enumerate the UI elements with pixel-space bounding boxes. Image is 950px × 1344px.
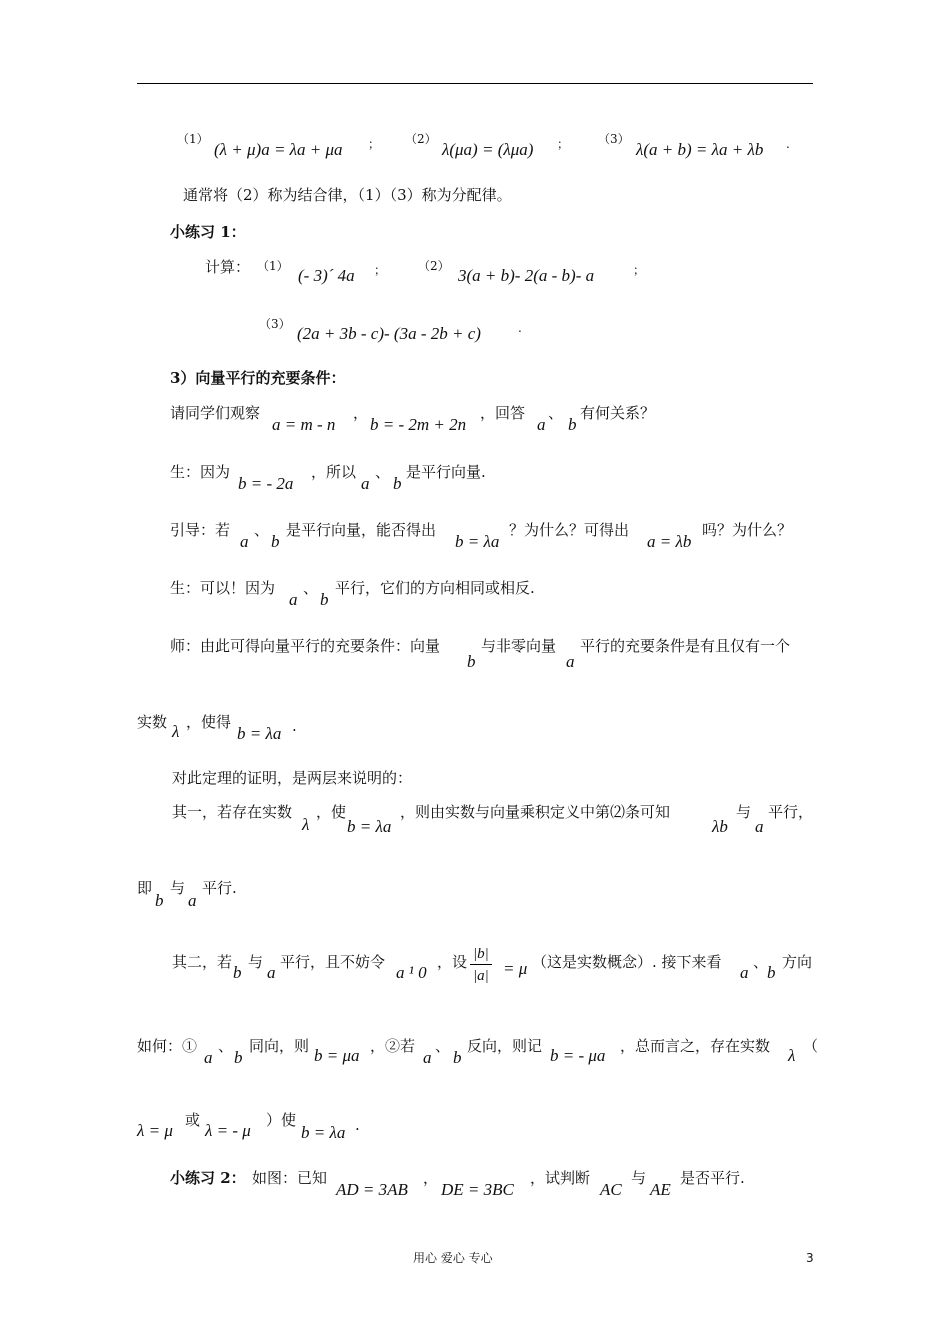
proof-1b-var-b: b (155, 891, 164, 910)
exercise-2-vector-ac: AC (600, 1180, 622, 1199)
proof-4-formula-2: λ = - μ (205, 1121, 251, 1140)
student-answer-1-text-3: 是平行向量. (406, 463, 486, 481)
proof-4-formula-1: λ = μ (137, 1121, 173, 1140)
exercise-2-formula-1: AD = 3AB (336, 1180, 408, 1199)
exercise-1-item-3: (2a + 3b - c)- (3a - 2b + c) (297, 324, 481, 343)
proof-1-text-3: ，则由实数与向量乘积定义中第⑵条可知 (400, 803, 671, 821)
proof-2-text-3: 平行，且不妨令 (280, 953, 386, 971)
proof-3-formula-1: b = μa (314, 1046, 360, 1065)
exercise-1-item-2: 3(a + b)- 2(a - b)- a (458, 266, 595, 285)
proof-4-or: 或 (185, 1111, 201, 1129)
proof-3-var-b: b (234, 1048, 243, 1067)
exercise-2-comma: ， (423, 1169, 439, 1187)
proof-2-text-4: ，设 (437, 953, 468, 971)
proof-2-fraction-numerator: |b| (470, 944, 492, 965)
law-1-formula: (λ + μ)a = λa + μa (214, 140, 343, 159)
theorem-text-2: ，使得 (186, 713, 232, 731)
question-vector-a-def: a = m - n (272, 415, 336, 434)
proof-3-var-b2: b (453, 1048, 462, 1067)
proof-1-lambda-b: λb (712, 817, 728, 836)
guide-text-3: ？为什么？可得出 (509, 521, 630, 539)
exercise-1-label: 计算： (205, 258, 251, 276)
guide-formula-1: b = λa (455, 532, 500, 551)
law-2-separator: ； (557, 137, 570, 151)
question-text-3: 有何关系？ (580, 404, 656, 422)
exercise-1-title: 小练习 1： (170, 223, 246, 241)
student-answer-1: 生：因为 (170, 463, 231, 481)
guide-formula-2: a = λb (647, 532, 692, 551)
section-3-heading: 3）向量平行的充要条件： (170, 369, 346, 387)
teacher-text-3: 平行的充要条件是有且仅有一个 (580, 637, 791, 655)
guide-text-2: 是平行向量，能否得出 (286, 521, 437, 539)
exercise-1-sep-1: ； (374, 263, 387, 277)
exercise-1-item-1-number: （1） (257, 259, 289, 273)
proof-1-text-4: 与 (736, 803, 752, 821)
proof-1b-text-2: 与 (170, 879, 186, 897)
question-var-a: a (537, 415, 546, 434)
proof-1b-text-3: 平行. (202, 879, 237, 897)
proof-3-text-5: ，总而言之，存在实数 (620, 1037, 771, 1055)
proof-2-var-b2: b (767, 963, 776, 982)
student-answer-2-var-a: a (289, 590, 298, 609)
theorem-line-2: 实数 (137, 713, 168, 731)
theorem-dot: . (292, 717, 297, 735)
proof-2-fraction (470, 944, 492, 987)
exercise-2-text-3: 与 (631, 1169, 647, 1187)
proof-3-var-a2: a (423, 1048, 432, 1067)
proof-2-text-2: 与 (248, 953, 264, 971)
law-2-number: （2） (405, 132, 437, 146)
law-3-number: （3） (598, 132, 630, 146)
teacher-statement: 师：由此可得向量平行的充要条件：向量 (170, 637, 441, 655)
law-2-formula: λ(μa) = (λμa) (442, 140, 534, 159)
exercise-2-text-4: 是否平行. (680, 1169, 745, 1187)
question-dun: 、 (548, 404, 564, 422)
student-answer-1-formula: b = - 2a (238, 474, 294, 493)
law-3-separator: . (786, 137, 790, 151)
proof-part-2: 其二，若 (172, 953, 233, 971)
teacher-var-b: b (467, 652, 476, 671)
proof-1-formula: b = λa (347, 817, 392, 836)
proof-1-var-a: a (755, 817, 764, 836)
student-answer-2-dun: 、 (303, 579, 319, 597)
guide-text-4: 吗？为什么？ (702, 521, 793, 539)
proof-1-lambda: λ (302, 815, 310, 834)
proof-4-text: ）使 (266, 1111, 297, 1129)
proof-2-var-b: b (233, 963, 242, 982)
student-answer-2-text-2: 平行，它们的方向相同或相反. (335, 579, 535, 597)
student-answer-2: 生：可以！因为 (170, 579, 276, 597)
law-1-number: （1） (177, 132, 209, 146)
proof-3-var-a: a (204, 1048, 213, 1067)
proof-2-var-a2: a (740, 963, 749, 982)
proof-3-dun-2: 、 (435, 1037, 451, 1055)
law-3-formula: λ(a + b) = λa + λb (636, 140, 764, 159)
proof-2-fraction-denominator: |a| (473, 968, 489, 984)
exercise-2-text: 如图：已知 (252, 1169, 328, 1187)
proof-4-formula-3: b = λa (301, 1123, 346, 1142)
proof-part-3: 如何：① (137, 1037, 198, 1055)
question-text: 请同学们观察 (170, 404, 261, 422)
exercise-1-sep-2: ； (633, 263, 646, 277)
question-var-b: b (568, 415, 577, 434)
proof-2-var-a: a (267, 963, 276, 982)
guide-var-a: a (240, 532, 249, 551)
exercise-1-item-1: (- 3)´ 4a (298, 266, 355, 285)
proof-3-text-2: 同向，则 (249, 1037, 310, 1055)
footer-motto: 用心 爱心 专心 (413, 1251, 493, 1265)
proof-3-text-4: 反向，则记 (467, 1037, 543, 1055)
proof-3-text-3: ，②若 (370, 1037, 416, 1055)
proof-3-formula-2: b = - μa (550, 1046, 606, 1065)
exercise-2-text-2: ，试判断 (530, 1169, 591, 1187)
proof-part-1-conclusion: 即 (137, 879, 153, 897)
proof-1-text-5: 平行， (768, 803, 814, 821)
teacher-var-a: a (566, 652, 575, 671)
exercise-2-vector-ae: AE (650, 1180, 671, 1199)
proof-2-eq-mu: = μ (503, 959, 528, 978)
law-note: 通常将（2）称为结合律，（1）（3）称为分配律。 (183, 186, 512, 204)
proof-2-dun: 、 (753, 953, 769, 971)
question-vector-b-def: b = - 2m + 2n (370, 415, 467, 434)
header-rule (137, 83, 813, 84)
student-answer-1-var-b: b (393, 474, 402, 493)
student-answer-1-var-a: a (361, 474, 370, 493)
guide-var-b: b (271, 532, 280, 551)
exercise-1-item-3-number: （3） (259, 317, 291, 331)
proof-4-dot: . (355, 1116, 360, 1134)
proof-intro: 对此定理的证明，是两层来说明的： (172, 769, 413, 787)
proof-3-lambda: λ (788, 1046, 796, 1065)
theorem-lambda: λ (172, 722, 180, 741)
proof-1b-var-a: a (188, 891, 197, 910)
exercise-1-sep-3: . (518, 321, 522, 335)
law-1-separator: ； (368, 137, 381, 151)
guide-text: 引导：若 (170, 521, 231, 539)
student-answer-1-dun: 、 (375, 463, 391, 481)
exercise-1-item-2-number: （2） (418, 259, 450, 273)
proof-1-text-2: ，使 (316, 803, 347, 821)
guide-dun: 、 (254, 521, 270, 539)
proof-3-paren: （ (803, 1037, 819, 1055)
student-answer-1-text-2: ，所以 (311, 463, 357, 481)
exercise-2-title: 小练习 2： (170, 1169, 246, 1187)
proof-2-text-6: 方向 (782, 953, 813, 971)
theorem-formula: b = λa (237, 724, 282, 743)
proof-3-dun: 、 (218, 1037, 234, 1055)
student-answer-2-var-b: b (320, 590, 329, 609)
proof-2-nonzero: a ¹ 0 (396, 963, 427, 982)
page-number: 3 (806, 1251, 814, 1265)
exercise-2-formula-2: DE = 3BC (441, 1180, 514, 1199)
question-text-2: ，回答 (480, 404, 526, 422)
question-comma: ， (353, 404, 369, 422)
proof-part-1: 其一，若存在实数 (172, 803, 293, 821)
proof-2-text-5: （这是实数概念）. 接下来看 (532, 953, 722, 971)
teacher-text-2: 与非零向量 (481, 637, 557, 655)
